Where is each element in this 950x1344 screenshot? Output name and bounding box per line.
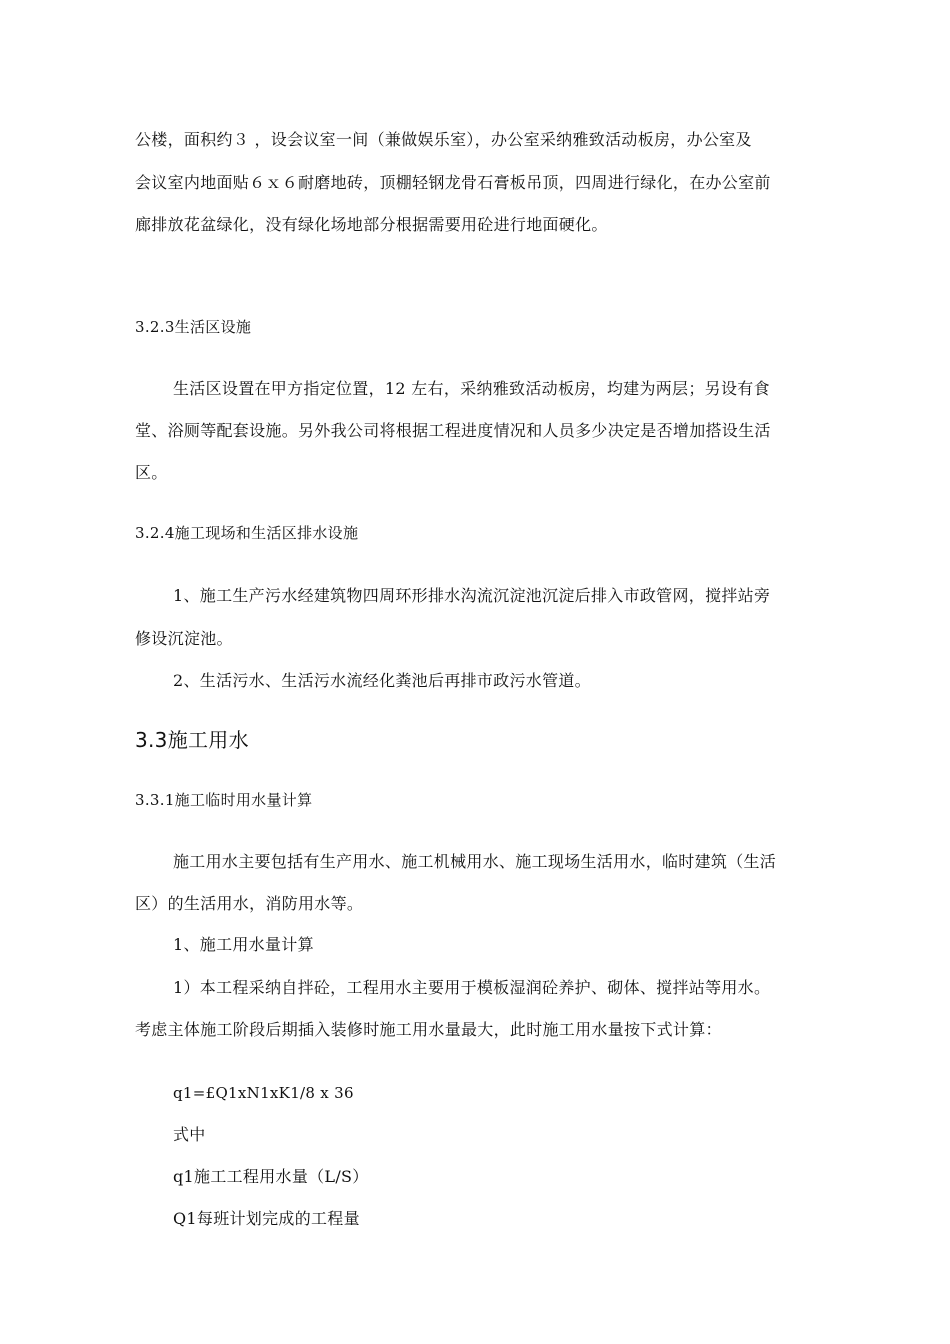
paragraph-office-line-1: 公楼，面积约３ ，设会议室一间（兼做娱乐室），办公室采纳雅致活动板房，办公室及 <box>135 130 752 149</box>
heading-living-facilities: 3.2.3生活区设施 <box>135 318 252 336</box>
drainage-item-1-line-2: 修设沉淀池。 <box>135 629 233 648</box>
paragraph-living-line-2: 堂、浴厕等配套设施。另外我公司将根据工程进度情况和人员多少决定是否增加搭设生活 <box>135 421 771 440</box>
paragraph-office-line-3: 廊排放花盆绿化，没有绿化场地部分根据需要用砼进行地面硬化。 <box>135 215 608 234</box>
heading-drainage: 3.2.4施工现场和生活区排水设施 <box>135 524 359 542</box>
paragraph-living-line-1: 生活区设置在甲方指定位置，12 左右，采纳雅致活动板房，均建为两层；另设有食 <box>173 379 770 398</box>
paragraph-project-line-1: 1）本工程采纳自拌砼，工程用水主要用于模板湿润砼养护、砌体、搅拌站等用水。 <box>173 978 771 997</box>
definition-q1: q1施工工程用水量（L/S） <box>173 1167 369 1186</box>
item-water-calc: 1、施工用水量计算 <box>173 935 314 954</box>
definition-Q1: Q1每班计划完成的工程量 <box>173 1209 360 1228</box>
paragraph-project-line-2: 考虑主体施工阶段后期插入装修时施工用水量最大，此时施工用水量按下式计算： <box>135 1020 722 1039</box>
paragraph-office-line-2: 会议室内地面贴６ｘ６耐磨地砖，顶棚轻钢龙骨石膏板吊顶，四周进行绿化，在办公室前 <box>135 173 771 192</box>
paragraph-living-line-3: 区。 <box>135 463 168 482</box>
drainage-item-1-line-1: 1、施工生产污水经建筑物四周环形排水沟流沉淀池沉淀后排入市政管网，搅拌站旁 <box>173 586 771 605</box>
drainage-item-2: 2、生活污水、生活污水流经化粪池后再排市政污水管道。 <box>173 671 591 690</box>
heading-water-calc: 3.3.1施工临时用水量计算 <box>135 791 313 809</box>
section-heading-water: 3.3施工用水 <box>135 728 249 752</box>
formula-where-label: 式中 <box>173 1125 206 1144</box>
paragraph-water-line-1: 施工用水主要包括有生产用水、施工机械用水、施工现场生活用水，临时建筑（生活 <box>173 852 777 871</box>
paragraph-water-line-2: 区）的生活用水，消防用水等。 <box>135 894 364 913</box>
formula: q1=£Q1xN1xK1/8 x 36 <box>173 1084 354 1102</box>
